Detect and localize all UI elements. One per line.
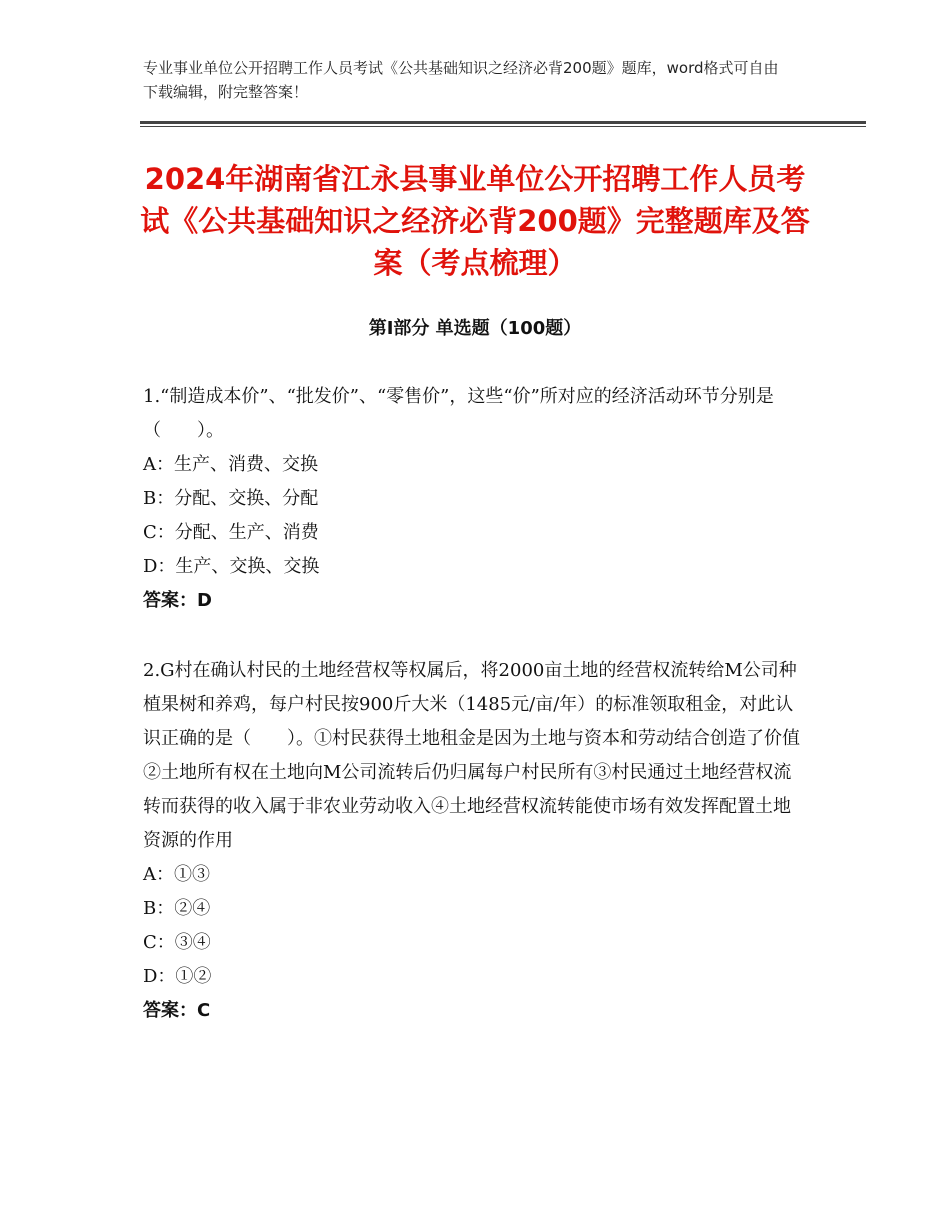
option-d: D：①② [143,966,212,987]
option-c: C：③④ [143,932,211,953]
question-2 [143,654,803,1028]
header-note: 专业事业单位公开招聘工作人员考试《公共基础知识之经济必背200题》题库，word格式可自由下载编辑，附完整答案！ [143,59,779,101]
header-divider-thick [140,121,866,124]
header-divider-thin [140,126,866,127]
option-a: A：生产、消费、交换 [143,454,318,475]
question-stem: 1.“制造成本价”、“批发价”、“零售价”，这些“价”所对应的经济活动环节分别是（ ）。 [143,386,774,441]
question-stem: 2.G村在确认村民的土地经营权等权属后，将2000亩土地的经营权流转给M公司种植果树和养鸡，每户村民按900斤大米（1485元/亩/年）的标准领取租金，对此认识正确的是（ ）。①村民获得土地租金是因为土地与资本和劳动结合创造了价值②土地所有权在土地向M公司流转后仍归属每户村民所有③村民通过土地经营权流转而获得的收入属于非农业劳动收入④土地经营权流转能使市场有效发挥配置土地资源的作用 [143,660,800,851]
section-heading: 第Ⅰ部分 单选题（100题） [368,318,582,339]
option-d: D：生产、交换、交换 [143,556,320,577]
option-b: B：分配、交换、分配 [143,488,319,509]
answer: 答案：C [143,1000,211,1021]
option-a: A：①③ [143,864,210,885]
question-1 [143,380,803,618]
document-title: 2024年湖南省江永县事业单位公开招聘工作人员考试《公共基础知识之经济必背200题》完整题库及答案（考点梳理） [140,162,810,280]
option-b: B：②④ [143,898,211,919]
option-c: C：分配、生产、消费 [143,522,319,543]
answer: 答案：D [143,590,212,611]
